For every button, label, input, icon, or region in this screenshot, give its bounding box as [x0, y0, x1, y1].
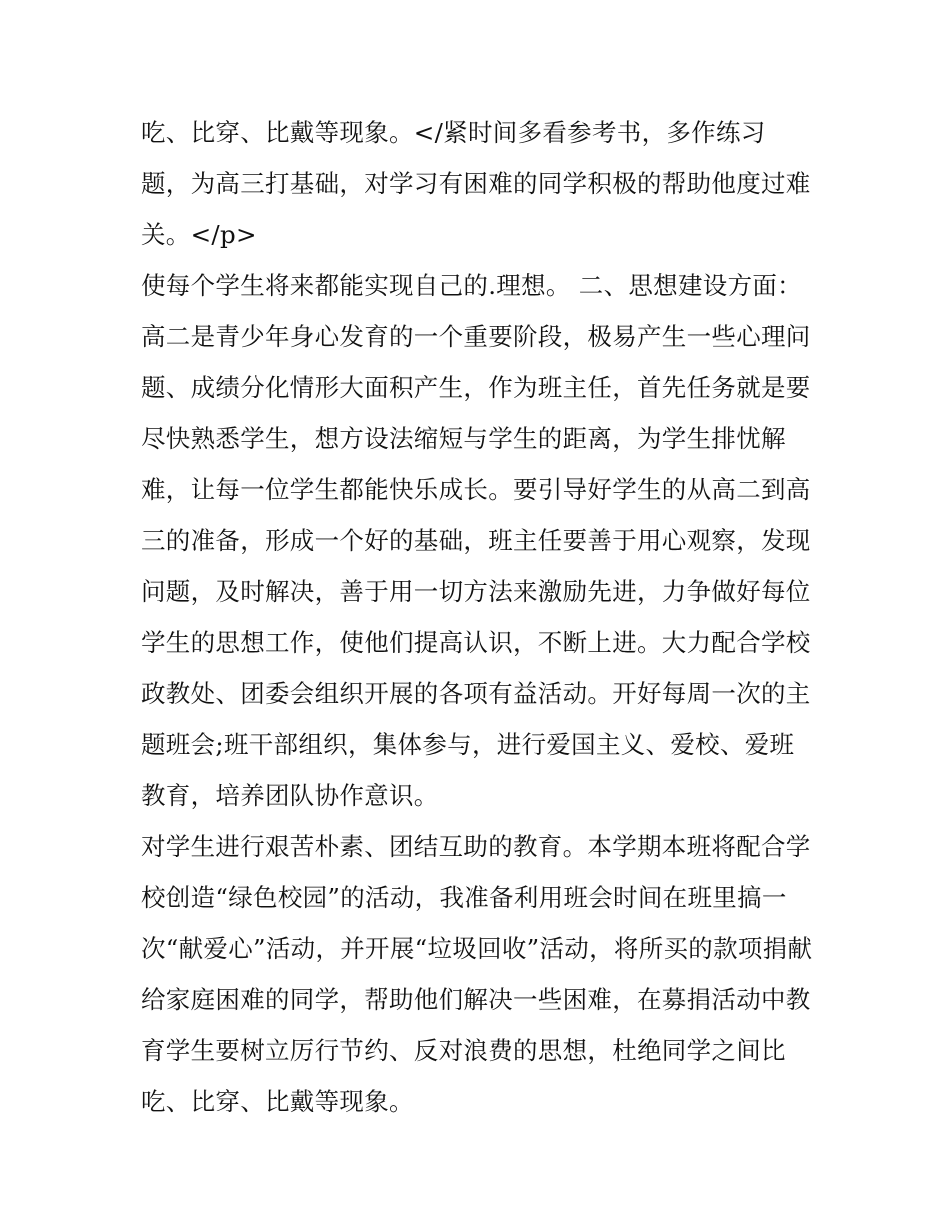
text-line: 题班会;班干部组织，集体参与，进行爱国主义、爱校、爱班	[141, 730, 795, 759]
text-line: 吃、比穿、比戴等现象。	[141, 1087, 414, 1116]
text-line: 学生的思想工作，使他们提高认识，不断上进。大力配合学校	[141, 628, 811, 657]
text-line: 次“献爱心”活动，并开展“垃圾回收”活动，将所买的款项捐献	[141, 934, 813, 963]
document-body-text	[141, 107, 821, 1127]
text-line: 三的准备，形成一个好的基础，班主任要善于用心观察，发现	[141, 526, 811, 555]
text-line: 尽快熟悉学生，想方设法缩短与学生的距离，为学生排忧解	[141, 424, 786, 453]
text-line: 使每个学生将来都能实现自己的.理想。 二、思想建设方面：	[141, 271, 802, 300]
text-line: 关。</p>	[141, 220, 257, 249]
text-line: 校创造“绿色校园”的活动，我准备利用班会时间在班里搞一	[141, 883, 787, 912]
text-line: 教育，培养团队协作意识。	[141, 781, 439, 810]
text-line: 题，为高三打基础，对学习有困难的同学积极的帮助他度过难	[141, 169, 811, 198]
text-line: 育学生要树立厉行节约、反对浪费的思想，杜绝同学之间比	[141, 1036, 786, 1065]
text-line: 政教处、团委会组织开展的各项有益活动。开好每周一次的主	[141, 679, 811, 708]
text-line: 高二是青少年身心发育的一个重要阶段，极易产生一些心理问	[141, 322, 811, 351]
text-line: 难，让每一位学生都能快乐成长。要引导好学生的从高二到高	[141, 475, 811, 504]
text-line: 吃、比穿、比戴等现象。</紧时间多看参考书，多作练习	[141, 118, 766, 147]
text-line: 问题，及时解决，善于用一切方法来激励先进，力争做好每位	[141, 577, 811, 606]
text-line: 给家庭困难的同学，帮助他们解决一些困难，在募捐活动中教	[141, 985, 811, 1014]
text-line: 对学生进行艰苦朴素、团结互助的教育。本学期本班将配合学	[141, 832, 811, 861]
text-line: 题、成绩分化情形大面积产生，作为班主任，首先任务就是要	[141, 373, 811, 402]
